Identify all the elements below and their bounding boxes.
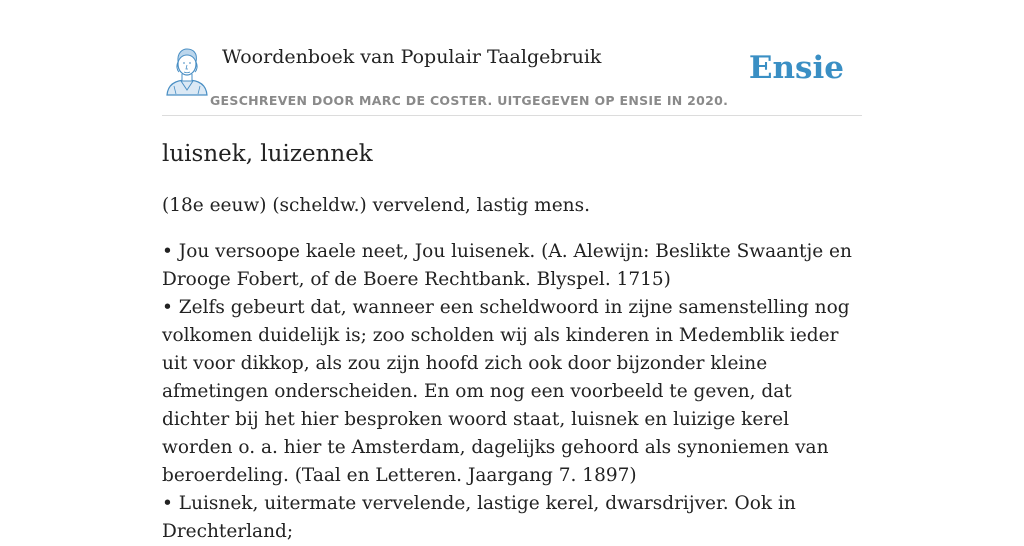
author-byline: GESCHREVEN DOOR MARC DE COSTER. UITGEGEVEN OP ENSIE IN 2020.: [210, 93, 729, 108]
entry-definition: (18e eeuw) (scheldw.) vervelend, lastig mens.: [162, 195, 590, 216]
author-portrait-icon: [164, 46, 210, 96]
book-title[interactable]: Woordenboek van Populair Taalgebruik: [222, 46, 602, 68]
entry-headword: luisnek, luizennek: [162, 141, 373, 167]
ensie-logo[interactable]: Ensie: [748, 50, 844, 86]
quote-item: • Zelfs gebeurt dat, wanneer een scheldwoord in zijne samenstelling nog volkomen duidelijk is; zoo scholden wij als kinderen in Medemblik ieder uit voor dikkop, als zou zijn hoofd zich ook door bijzonder kleine afmetingen onderscheiden. En om nog een voorbeeld te geven, dat dichter bij het hier besproken woord staat, luisnek en luizige kerel worden o. a. hier te Amsterdam, dagelijks gehoord als synoniemen van beroerdeling. (Taal en Letteren. Jaargang 7. 1897): [162, 297, 850, 486]
entry-content: [162, 138, 862, 546]
quote-item: • Jou versoope kaele neet, Jou luisenek. (A. Alewijn: Beslikte Swaantje en Drooge Fobert, of de Boere Rechtbank. Blyspel. 1715): [162, 241, 852, 290]
page-header: [162, 40, 862, 116]
entry-quotes: [162, 238, 862, 546]
quote-item: • Luisnek, uitermate vervelende, lastige kerel, dwarsdrijver. Ook in Drechterland;: [162, 493, 796, 542]
